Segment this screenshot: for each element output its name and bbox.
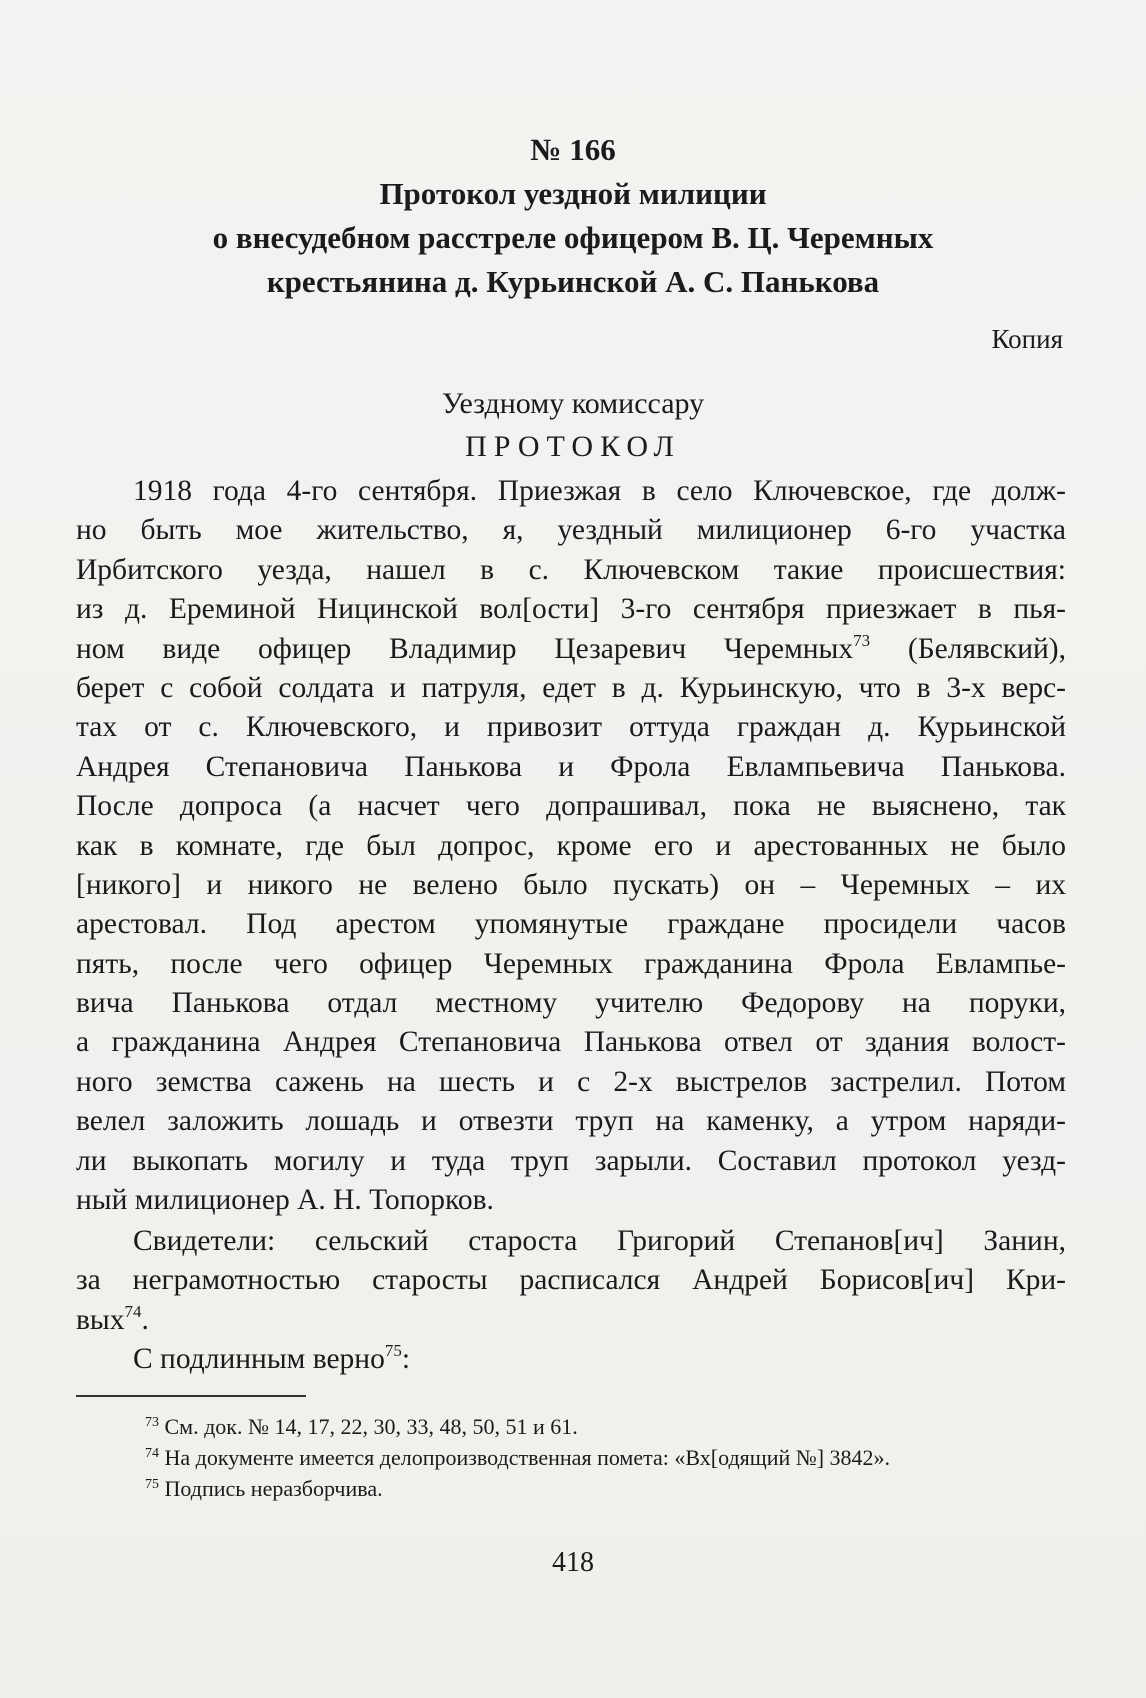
footnote-text: См. док. № 14, 17, 22, 30, 33, 48, 50, 51 и 61. <box>164 1414 578 1439</box>
text-line-with-footnote <box>76 630 1066 669</box>
footnote-number: 75 <box>145 1477 159 1492</box>
document-number: № 166 <box>530 132 616 167</box>
footnote-74 <box>145 1443 890 1473</box>
document-title-line-3: крестьянина д. Курьинской А. С. Панькова <box>266 264 880 299</box>
text-segment: вых <box>76 1303 125 1336</box>
copy-mark: Копия <box>991 324 1063 354</box>
footnote-marker-75: 75 <box>384 1341 402 1360</box>
text-line: Ирбитского уезда, нашел в с. Ключевском такие происшествия: <box>76 553 1066 586</box>
text-line: ли выкопать могилу и туда труп зарыли. Составил протокол уезд- <box>76 1144 1066 1177</box>
text-segment: : <box>401 1343 411 1375</box>
footnote-75 <box>145 1474 383 1504</box>
text-line: пять, после чего офицер Черемных гражданина Фрола Евлампье- <box>76 947 1066 980</box>
text-line: а гражданина Андрея Степановича Панькова отвел от здания волост- <box>76 1026 1066 1059</box>
document-title-line-1: Протокол уездной милиции <box>379 176 767 211</box>
text-segment: ном виде офицер Владимир Цезаревич Черемных <box>76 632 854 665</box>
text-line: велел заложить лошадь и отвезти труп на каменку, а утром наряди- <box>76 1105 1066 1138</box>
footnote-73 <box>145 1412 578 1442</box>
text-line: ного земства сажень на шесть и с 2-х выстрелов застрелил. Потом <box>76 1065 1066 1098</box>
text-line: арестовал. Под арестом упомянутые граждане просидели часов <box>76 908 1066 941</box>
footnote-text: Подпись неразборчива. <box>164 1476 383 1501</box>
text-line: 1918 года 4-го сентября. Приезжая в село Ключевское, где долж- <box>133 475 1066 507</box>
text-line-with-footnote <box>76 1340 1066 1379</box>
text-line: берет с собой солдата и патруля, едет в д. Курьинскую, что в 3-х верс- <box>76 671 1066 704</box>
document-title-line-2: о внесудебном расстреле офицером В. Ц. Черемных <box>212 220 934 255</box>
text-line: как в комнате, где был допрос, кроме его и арестованных не было <box>76 829 1066 862</box>
text-segment: (Белявский), <box>907 632 1067 665</box>
text-line: [никого] и никого не велено было пускать) он – Черемных – их <box>76 868 1066 901</box>
text-line: ный милиционер А. Н. Топорков. <box>76 1184 494 1217</box>
footnote-marker-73: 73 <box>853 630 871 650</box>
text-line: тах от с. Ключевского, и привозит оттуда граждан д. Курьинской <box>76 711 1066 744</box>
certification-paragraph <box>76 1340 1066 1379</box>
protocol-heading: ПРОТОКОЛ <box>465 430 681 463</box>
footnote-number: 74 <box>145 1446 159 1461</box>
footnote-text: На документе имеется делопроизводственная помета: «Вх[одящий №] 3842». <box>164 1445 891 1470</box>
footnote-number: 73 <box>145 1415 159 1430</box>
text-line: После допроса (а насчет чего допрашивал, пока не выяснено, так <box>76 790 1066 823</box>
text-line: из д. Ереминой Ницинской вол[ости] 3-го сентября приезжает в пья- <box>76 593 1066 626</box>
text-line: за неграмотностью старосты расписался Андрей Борисов[ич] Кри- <box>76 1264 1066 1297</box>
text-segment: С подлинным верно <box>133 1343 385 1375</box>
footnote-divider <box>76 1395 306 1397</box>
text-line: Андрея Степановича Панькова и Фрола Евлампьевича Панькова. <box>76 750 1066 783</box>
protocol-paragraph-1 <box>76 472 1066 1220</box>
text-line: но быть мое жительство, я, уездный милиционер 6-го участка <box>76 514 1066 547</box>
text-line: вича Панькова отдал местному учителю Федорову на поруки, <box>76 987 1066 1020</box>
text-line: Свидетели: сельский староста Григорий Степанов[ич] Занин, <box>133 1225 1066 1257</box>
page-number: 418 <box>552 1547 594 1578</box>
text-line-with-footnote: вых$^{74}$. <box>76 1301 149 1336</box>
addressee: Уездному комиссару <box>441 387 705 420</box>
witnesses-paragraph <box>76 1222 1066 1340</box>
footnote-marker-74: 74 <box>124 1301 142 1321</box>
